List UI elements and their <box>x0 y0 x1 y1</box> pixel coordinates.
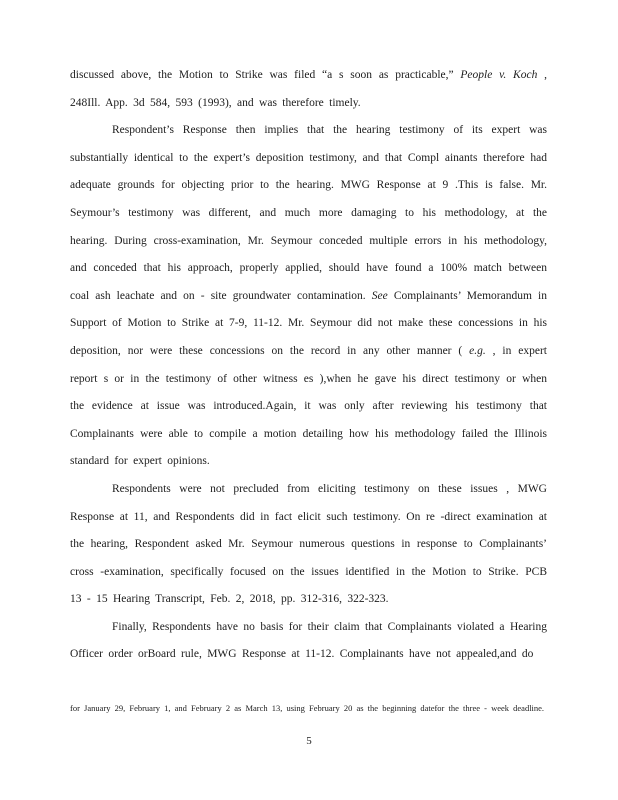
page-number: 5 <box>306 735 312 747</box>
text-run: , in expert report s or in the testimony of other witness es ),when he gave his direct testimony or when the evidence at issue was introduced.Again, it was only after reviewing his testimony that Complainants were able to compile a motion detailing how his methodology failed the Illinois standard for expert opinions. <box>70 344 548 468</box>
footnote: for January 29, February 1, and February 2 as March 13, using February 20 as the beginning datefor the three - week deadline. <box>70 703 545 713</box>
italic-text-run: People v. Koch <box>460 69 538 81</box>
paragraph <box>70 117 547 476</box>
text-run: , 248Ill. App. 3d 584, 593 (1993), and was therefore timely. <box>70 69 547 109</box>
document-body <box>70 62 547 669</box>
text-run: Finally, Respondents have no basis for their claim that Complainants violated a Hearing Officer order orBoard rule, MWG Response at 11-12. Complainants have not appealed,and do <box>70 620 547 661</box>
text-run: Respondents were not precluded from eliciting testimony on these issues , MWG Response at 11, and Respondents did in fact elicit such testimony. On re -direct examination at the hearing, Respondent asked Mr. Seymour numerous questions in response to Complainants’ cross -examination, specifically focused on the issues identified in the Motion to Strike. PCB 13 - 15 Hearing Transcript, Feb. 2, 2018, pp. 312-316, 322-323. <box>70 482 547 606</box>
text-run: discussed above, the Motion to Strike was filed “a s soon as practicable,” <box>70 69 461 81</box>
text-run: Respondent’s Response then implies that the hearing testimony of its expert was substantially identical to the expert’s deposition testimony, and that Compl ainants therefore had adequate grounds for objecting prior to the hearing. MWG Response at 9 .This is false. Mr. Seymour’s testimony was different, and much more damaging to his methodology, at the hearing. During cross-examination, Mr. Seymour conceded multiple errors in his methodology, and conceded that his approach, properly applied, should have found a 100% match between coal ash leachate and on - site groundwater contamination. <box>70 124 547 302</box>
paragraph <box>70 62 547 117</box>
text-run: Complainants’ Memorandum in Support of Motion to Strike at 7-9, 11-12. Mr. Seymour did not make these concessions in his deposition, nor were these concessions on the record in any other manner ( <box>70 289 547 357</box>
paragraph <box>70 476 547 614</box>
italic-text-run: See <box>371 289 388 302</box>
italic-text-run: e.g. <box>469 344 486 357</box>
paragraph <box>70 614 547 669</box>
